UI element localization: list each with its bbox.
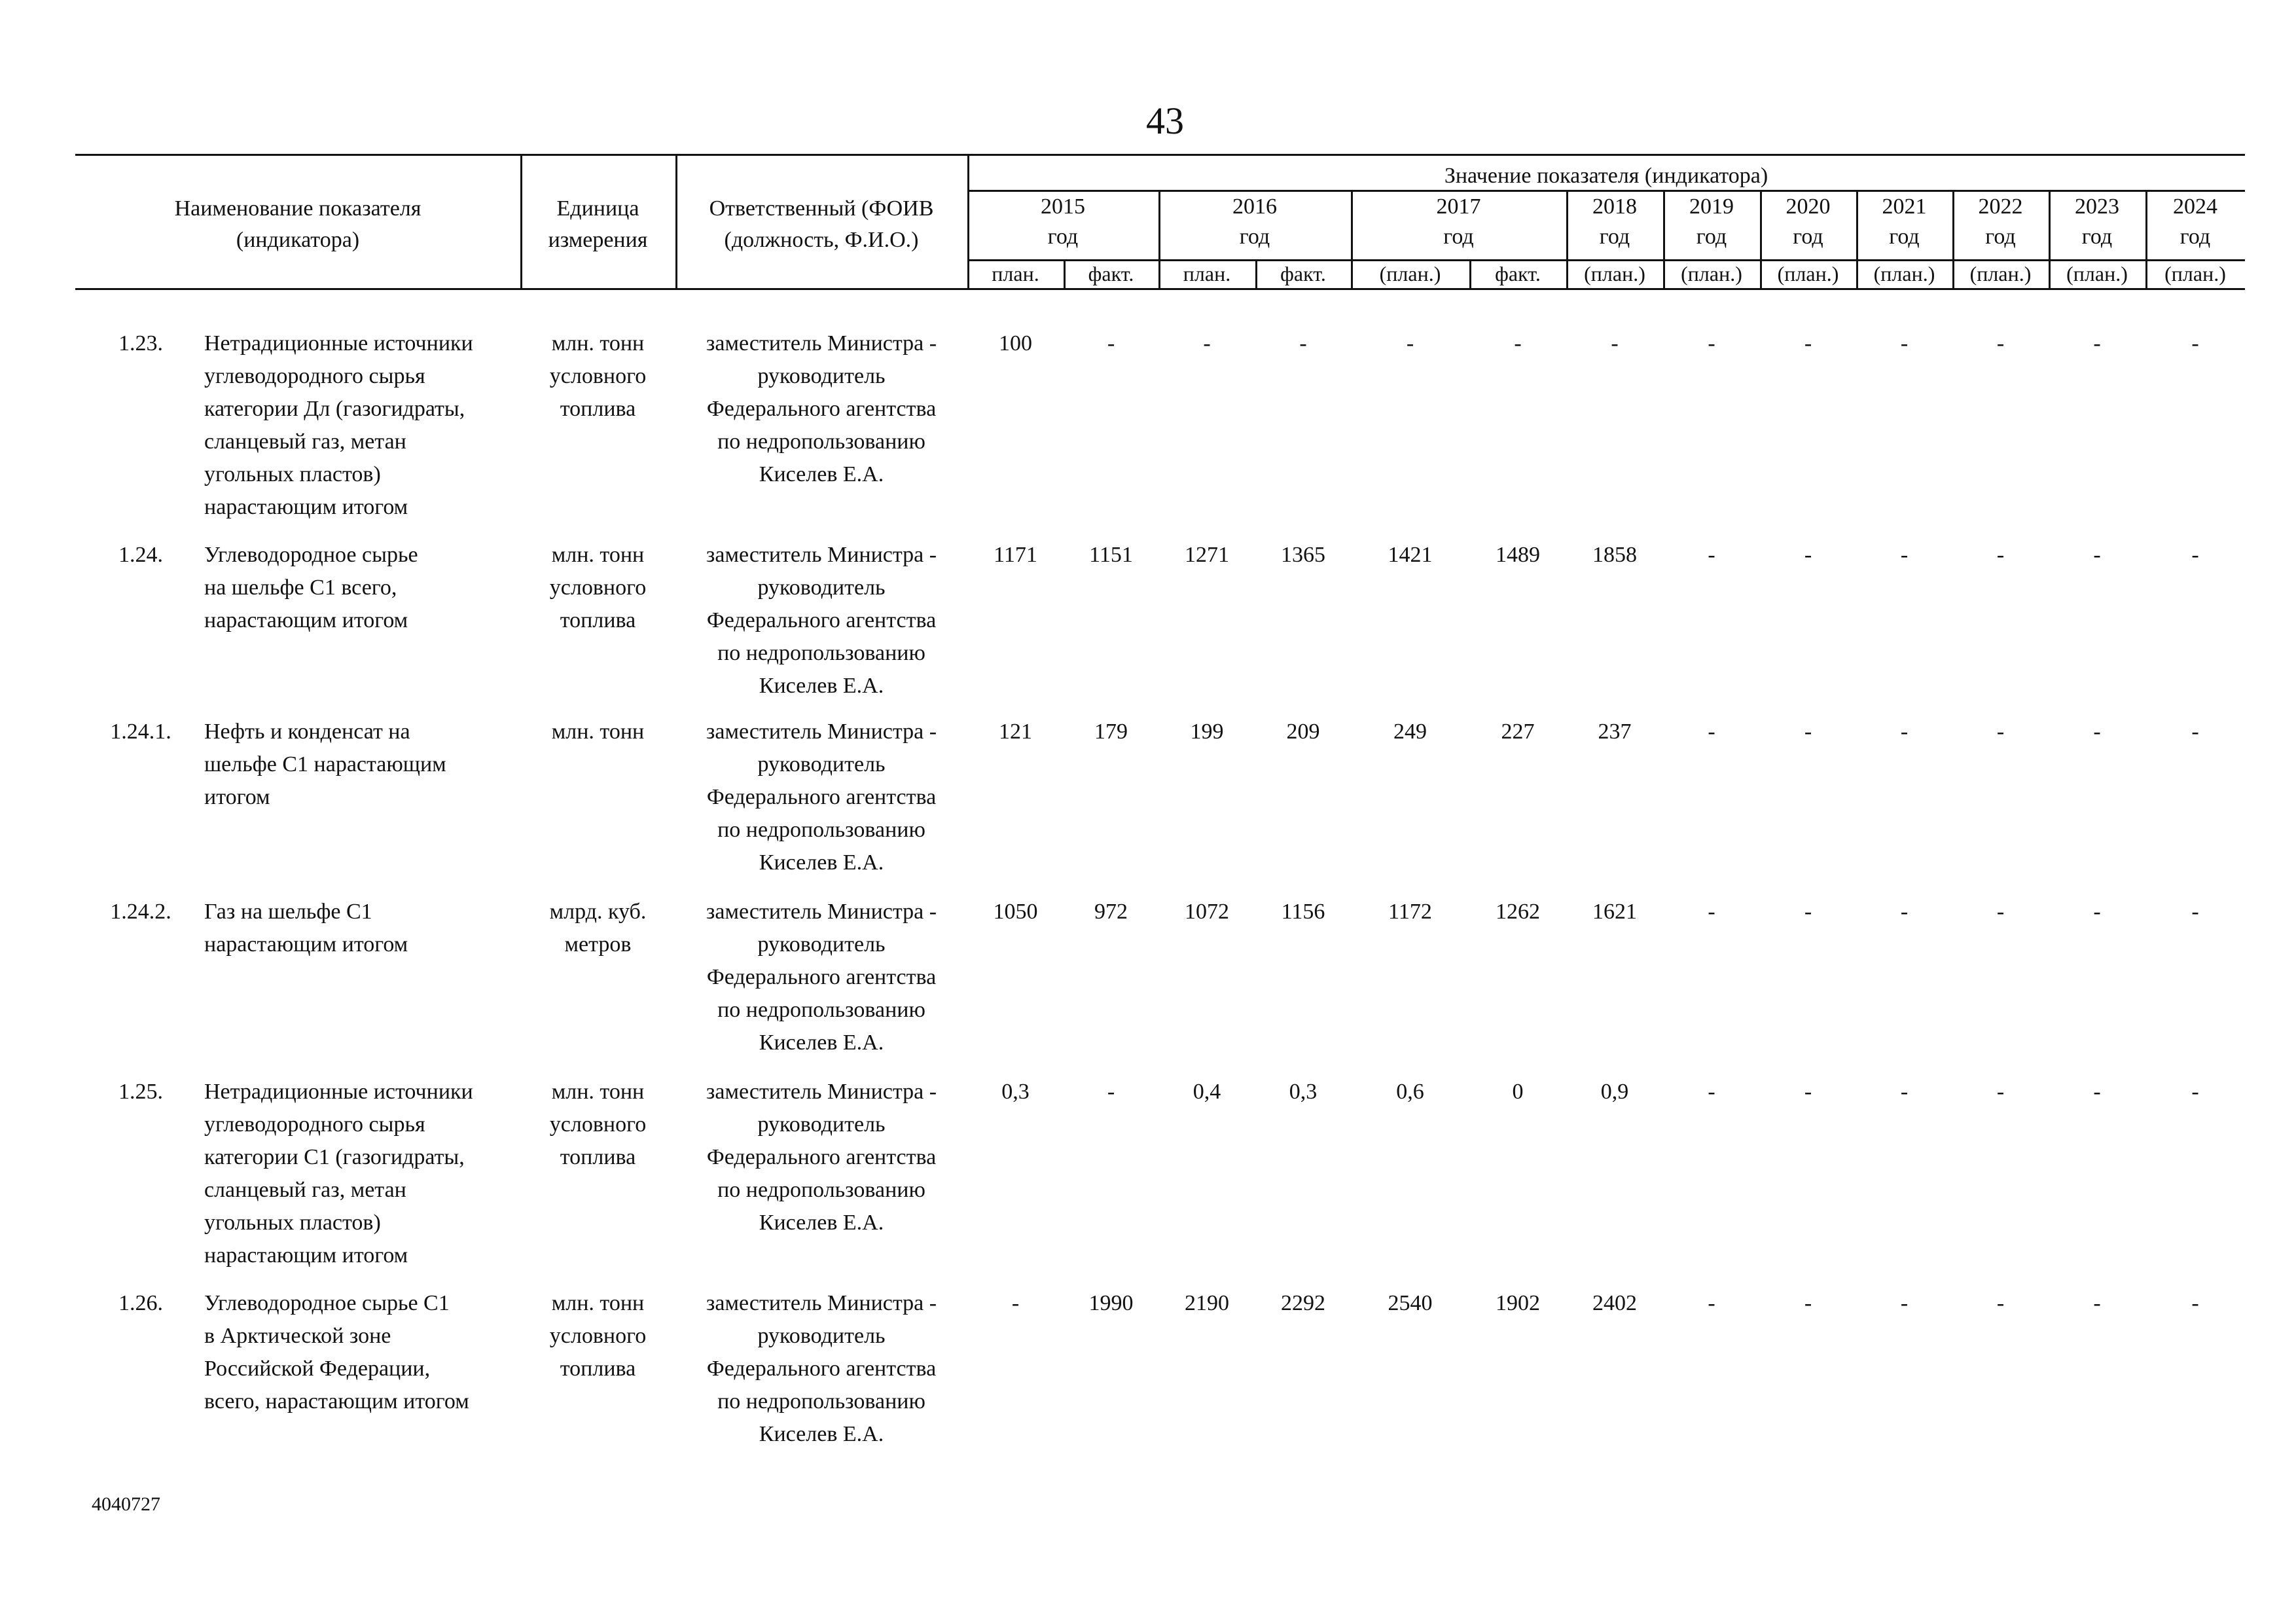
year-label: 2017 (1436, 194, 1481, 219)
row-value: - (1406, 331, 1414, 356)
year-word: год (1696, 225, 1727, 249)
row-value: - (1299, 331, 1307, 356)
row-value: 227 (1501, 720, 1535, 744)
row-value: - (2191, 1291, 2199, 1315)
row-value: 1858 (1592, 543, 1637, 567)
row-value: 1421 (1388, 543, 1433, 567)
row-responsible: заместитель Министра - руководитель Федерального агентства по недропользованию Киселев Е.А. (706, 543, 937, 698)
subcol-label: (план.) (1873, 262, 1935, 285)
row-value: - (2191, 900, 2199, 924)
row-name: Нетрадиционные источники углеводородного сырья категории С1 (газогидраты, сланцевый газ, метан угольных пластов) нарастающим итогом (204, 1080, 473, 1267)
row-value: - (1708, 1291, 1715, 1315)
row-value: - (1804, 1291, 1812, 1315)
subcol-label: (план.) (2066, 262, 2128, 285)
row-value: 1171 (994, 543, 1037, 567)
row-value: 249 (1393, 720, 1427, 744)
year-word: год (2081, 225, 2113, 249)
year-label: 2016 (1232, 194, 1277, 219)
row-value: - (1514, 331, 1522, 356)
row-responsible: заместитель Министра - руководитель Федерального агентства по недропользованию Киселев Е.А. (706, 720, 937, 875)
row-value: 1172 (1388, 900, 1432, 924)
subcol-label: факт. (1495, 262, 1541, 285)
year-label: 2015 (1041, 194, 1085, 219)
row-value: - (1708, 331, 1715, 356)
row-value: - (2191, 543, 2199, 567)
row-number: 1.23. (118, 331, 163, 356)
row-value: - (1107, 331, 1115, 356)
row-value: - (1107, 1080, 1115, 1104)
row-value: - (1996, 543, 2005, 567)
subcol-label: (план.) (1681, 262, 1742, 285)
year-word: год (1047, 225, 1079, 249)
row-value: - (1611, 331, 1619, 356)
row-value: - (2191, 1080, 2199, 1104)
row-value: - (2093, 900, 2101, 924)
row-value: - (1804, 331, 1812, 356)
row-value: 2190 (1185, 1291, 1229, 1315)
row-name: Нефть и конденсат на шельфе С1 нарастающим итогом (204, 720, 446, 809)
row-unit: млн. тонн условного топлива (549, 331, 647, 421)
row-unit: млн. тонн (551, 720, 645, 744)
row-value: - (1804, 720, 1812, 744)
year-word: год (2179, 225, 2211, 249)
row-value: 199 (1190, 720, 1224, 744)
row-value: 1621 (1592, 900, 1637, 924)
header-bottom-rule (75, 288, 2245, 290)
row-number: 1.24. (118, 543, 163, 567)
value-group-title: Значение показателя (индикатора) (1444, 164, 1768, 188)
row-value: 0,3 (1001, 1080, 1030, 1104)
row-responsible: заместитель Министра - руководитель Федерального агентства по недропользованию Киселев Е.А. (706, 331, 937, 486)
row-value: - (1804, 1080, 1812, 1104)
subcol-label: план. (992, 262, 1039, 285)
row-value: 0 (1512, 1080, 1524, 1104)
row-responsible: заместитель Министра - руководитель Федерального агентства по недропользованию Киселев Е.А. (706, 900, 937, 1055)
row-value: - (1900, 1291, 1909, 1315)
row-value: 1489 (1496, 543, 1540, 567)
row-responsible: заместитель Министра - руководитель Федерального агентства по недропользованию Киселев Е.А. (706, 1080, 937, 1235)
subcol-label: (план.) (1969, 262, 2032, 285)
row-value: 1902 (1496, 1291, 1540, 1315)
year-word: год (1889, 225, 1920, 249)
subcol-label: факт. (1088, 262, 1134, 285)
row-value: - (2093, 543, 2101, 567)
row-unit: млн. тонн условного топлива (549, 543, 647, 632)
header-unit: Единица измерения (548, 196, 648, 252)
row-value: 1050 (993, 900, 1038, 924)
row-value: 2540 (1388, 1291, 1433, 1315)
year-label: 2022 (1978, 194, 2023, 219)
row-value: - (1708, 1080, 1715, 1104)
year-word: год (1443, 225, 1474, 249)
document-code: 4040727 (92, 1493, 160, 1515)
row-value: - (2093, 1291, 2101, 1315)
row-value: - (1900, 1080, 1909, 1104)
year-label: 2021 (1882, 194, 1927, 219)
year-word: год (1985, 225, 2016, 249)
row-value: 1365 (1281, 543, 1325, 567)
row-value: - (1996, 331, 2005, 356)
row-value: - (2093, 1080, 2101, 1104)
row-value: 209 (1286, 720, 1320, 744)
header-name: Наименование показателя (индикатора) (174, 196, 422, 252)
row-value: - (1900, 720, 1909, 744)
row-value: 0,6 (1396, 1080, 1424, 1104)
row-value: 237 (1598, 720, 1632, 744)
row-value: 2292 (1281, 1291, 1325, 1315)
row-value: - (1708, 900, 1715, 924)
row-value: - (1708, 720, 1715, 744)
row-value: 179 (1094, 720, 1128, 744)
subcol-label: факт. (1280, 262, 1326, 285)
row-value: - (1996, 900, 2005, 924)
row-number: 1.25. (118, 1080, 163, 1104)
subcol-label: (план.) (1379, 262, 1441, 285)
row-value: - (2093, 720, 2101, 744)
row-value: - (1804, 900, 1812, 924)
row-value: - (2191, 720, 2199, 744)
row-value: - (1900, 900, 1909, 924)
row-value: - (1804, 543, 1812, 567)
row-unit: млрд. куб. метров (549, 900, 647, 957)
row-name: Углеводородное сырье С1 в Арктической зоне Российской Федерации, всего, нарастающим итогом (204, 1291, 469, 1413)
year-word: год (1239, 225, 1270, 249)
row-unit: млн. тонн условного топлива (549, 1291, 647, 1381)
row-number: 1.26. (118, 1291, 163, 1315)
row-value: 1072 (1185, 900, 1229, 924)
header-top-rule (75, 154, 2245, 156)
row-value: 0,3 (1289, 1080, 1318, 1104)
row-value: 1271 (1185, 543, 1229, 567)
page-number: 43 (1146, 100, 1184, 142)
year-label: 2024 (2173, 194, 2217, 219)
row-value: - (1996, 720, 2005, 744)
row-name: Газ на шельфе С1 нарастающим итогом (204, 900, 408, 957)
row-responsible: заместитель Министра - руководитель Федерального агентства по недропользованию Киселев Е.А. (706, 1291, 937, 1446)
year-label: 2018 (1592, 194, 1637, 219)
row-value: 1151 (1089, 543, 1133, 567)
year-word: год (1599, 225, 1630, 249)
row-value: - (1996, 1291, 2005, 1315)
row-value: 0,4 (1193, 1080, 1221, 1104)
subcol-label: (план.) (1777, 262, 1839, 285)
row-value: - (1900, 543, 1909, 567)
year-label: 2019 (1689, 194, 1734, 219)
year-word: год (1793, 225, 1823, 249)
row-value: 1156 (1281, 900, 1325, 924)
row-unit: млн. тонн условного топлива (549, 1080, 647, 1169)
row-name: Нетрадиционные источники углеводородного сырья категории Дл (газогидраты, сланцевый газ, метан угольных пластов) нарастающим итогом (204, 331, 473, 519)
row-value: - (1203, 331, 1211, 356)
row-value: - (1011, 1291, 1020, 1315)
row-value: 972 (1094, 900, 1128, 924)
subcol-label: (план.) (2164, 262, 2226, 285)
row-value: 1990 (1088, 1291, 1134, 1315)
row-name: Углеводородное сырье на шельфе С1 всего, нарастающим итогом (204, 543, 418, 632)
row-value: 0,9 (1600, 1080, 1629, 1104)
row-value: - (2093, 331, 2101, 356)
header-responsible: Ответственный (ФОИВ (должность, Ф.И.О.) (709, 196, 934, 252)
subcol-label: (план.) (1584, 262, 1645, 285)
row-number: 1.24.2. (110, 900, 171, 924)
row-value: - (1708, 543, 1715, 567)
row-value: - (1996, 1080, 2005, 1104)
row-value: 2402 (1592, 1291, 1637, 1315)
row-number: 1.24.1. (110, 720, 171, 744)
row-value: 1262 (1496, 900, 1540, 924)
row-value: - (2191, 331, 2199, 356)
year-label: 2023 (2075, 194, 2119, 219)
row-value: - (1900, 331, 1909, 356)
year-label: 2020 (1785, 194, 1831, 219)
row-value: 121 (999, 720, 1032, 744)
subcol-label: план. (1183, 262, 1231, 285)
row-value: 100 (999, 331, 1032, 356)
